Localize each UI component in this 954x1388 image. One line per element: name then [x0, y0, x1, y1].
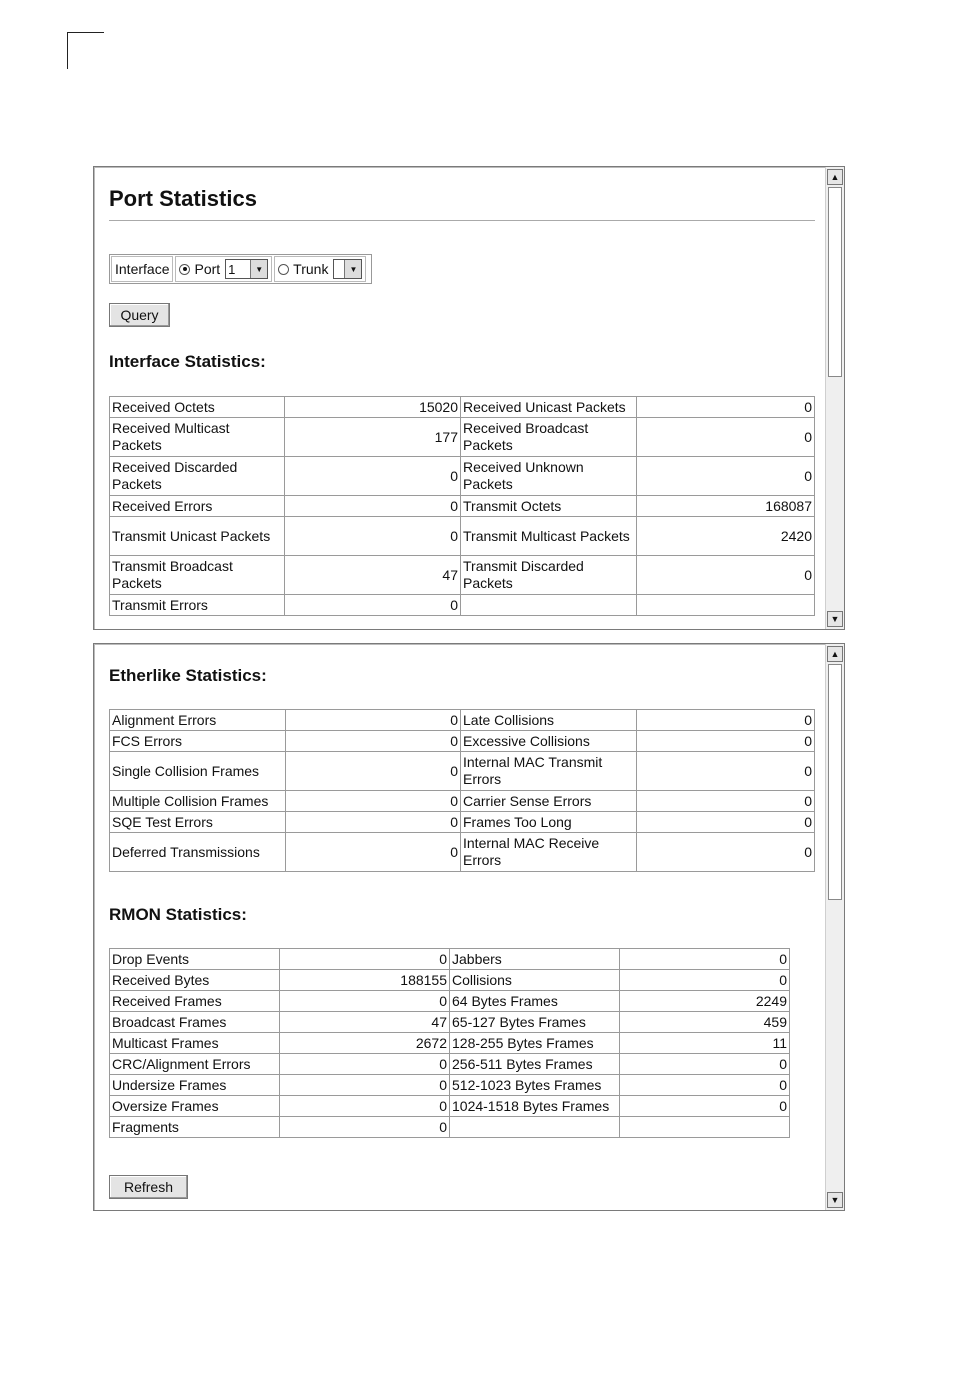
stat-value: 0	[280, 991, 450, 1012]
stat-label: Oversize Frames	[110, 1096, 280, 1117]
stat-value: 0	[286, 791, 461, 812]
stat-value: 0	[637, 457, 815, 496]
stat-value: 0	[637, 397, 815, 418]
port-select[interactable]	[225, 259, 268, 279]
stat-label: Transmit Multicast Packets	[461, 517, 637, 556]
stat-label: Transmit Octets	[461, 496, 637, 517]
stat-label: Single Collision Frames	[110, 752, 286, 791]
table-row	[110, 556, 815, 595]
stat-value: 0	[286, 731, 461, 752]
stat-value: 15020	[285, 397, 461, 418]
chevron-down-icon[interactable]: ▼	[250, 260, 267, 278]
table-row	[110, 595, 815, 616]
stat-label: 1024-1518 Bytes Frames	[450, 1096, 620, 1117]
stat-label	[450, 1117, 620, 1138]
trunk-radio-label: Trunk	[293, 261, 329, 277]
table-row	[110, 1054, 790, 1075]
stat-value: 0	[620, 970, 790, 991]
stat-label: Collisions	[450, 970, 620, 991]
stat-label: 64 Bytes Frames	[450, 991, 620, 1012]
stat-label: Received Unknown Packets	[461, 457, 637, 496]
stat-label: Received Broadcast Packets	[461, 418, 637, 457]
stat-value: 0	[637, 418, 815, 457]
table-row	[110, 812, 815, 833]
port-statistics-window-top	[93, 166, 845, 630]
stat-label: Received Multicast Packets	[110, 418, 285, 457]
stat-label: Late Collisions	[461, 710, 637, 731]
stat-label: Transmit Discarded Packets	[461, 556, 637, 595]
table-row	[110, 710, 815, 731]
trunk-radio[interactable]	[278, 264, 289, 275]
page-corner-mark	[67, 32, 104, 69]
stat-value: 0	[637, 731, 815, 752]
stat-value: 0	[637, 710, 815, 731]
table-row	[110, 517, 815, 556]
stat-label: Jabbers	[450, 949, 620, 970]
vertical-scrollbar[interactable]	[825, 167, 844, 629]
table-row	[110, 1012, 790, 1033]
vertical-scrollbar[interactable]	[825, 644, 844, 1210]
trunk-select[interactable]	[333, 259, 362, 279]
title-divider	[109, 220, 815, 221]
interface-selector	[109, 254, 372, 284]
scroll-up-icon[interactable]: ▲	[827, 169, 843, 185]
stat-label: Deferred Transmissions	[110, 833, 286, 872]
stat-label: Broadcast Frames	[110, 1012, 280, 1033]
stat-value: 0	[637, 812, 815, 833]
stat-value: 459	[620, 1012, 790, 1033]
table-row	[110, 418, 815, 457]
stat-label: 128-255 Bytes Frames	[450, 1033, 620, 1054]
stat-value: 0	[620, 949, 790, 970]
stat-label: Received Unicast Packets	[461, 397, 637, 418]
stat-label: Alignment Errors	[110, 710, 286, 731]
stat-value: 0	[285, 595, 461, 616]
stat-label: Fragments	[110, 1117, 280, 1138]
stat-value: 177	[285, 418, 461, 457]
etherlike-statistics-table	[109, 709, 815, 872]
stat-value: 0	[286, 812, 461, 833]
stat-value: 188155	[280, 970, 450, 991]
query-button[interactable]: Query	[109, 303, 170, 327]
interface-statistics-heading: Interface Statistics:	[109, 352, 266, 371]
stat-value: 2249	[620, 991, 790, 1012]
scroll-down-icon[interactable]: ▼	[827, 611, 843, 627]
table-row	[110, 1033, 790, 1054]
port-option[interactable]	[175, 256, 272, 282]
table-row	[110, 1096, 790, 1117]
table-row	[110, 1117, 790, 1138]
scroll-down-icon[interactable]: ▼	[827, 1192, 843, 1208]
table-row	[110, 949, 790, 970]
table-row	[110, 833, 815, 872]
port-radio-label: Port	[194, 261, 221, 277]
stat-label: Carrier Sense Errors	[461, 791, 637, 812]
rmon-statistics-table	[109, 948, 790, 1138]
stat-value: 47	[280, 1012, 450, 1033]
stat-value: 168087	[637, 496, 815, 517]
stat-value: 0	[285, 496, 461, 517]
stat-label: Received Errors	[110, 496, 285, 517]
stat-label: Excessive Collisions	[461, 731, 637, 752]
stat-label: Transmit Errors	[110, 595, 285, 616]
scrollbar-thumb[interactable]	[828, 187, 842, 377]
table-row	[110, 991, 790, 1012]
scroll-up-icon[interactable]: ▲	[827, 646, 843, 662]
stat-value: 0	[280, 949, 450, 970]
stat-label: Received Discarded Packets	[110, 457, 285, 496]
table-row	[110, 791, 815, 812]
port-radio[interactable]	[179, 264, 190, 275]
table-row	[110, 1075, 790, 1096]
stat-value	[637, 595, 815, 616]
stat-value: 47	[285, 556, 461, 595]
table-row	[110, 457, 815, 496]
stat-label: 512-1023 Bytes Frames	[450, 1075, 620, 1096]
interface-label: Interface	[111, 256, 173, 282]
stat-value: 0	[286, 833, 461, 872]
table-row	[110, 752, 815, 791]
stat-label	[461, 595, 637, 616]
stat-value: 0	[620, 1075, 790, 1096]
stat-value: 0	[280, 1054, 450, 1075]
stat-label: Received Octets	[110, 397, 285, 418]
port-select-value: 1	[228, 261, 236, 277]
stat-value: 0	[286, 710, 461, 731]
stat-value: 0	[637, 752, 815, 791]
refresh-button[interactable]: Refresh	[109, 1175, 188, 1199]
stat-label: Received Bytes	[110, 970, 280, 991]
page-title: Port Statistics	[109, 186, 257, 211]
stat-value: 2672	[280, 1033, 450, 1054]
stat-value: 11	[620, 1033, 790, 1054]
stat-value: 0	[280, 1075, 450, 1096]
stat-value: 0	[286, 752, 461, 791]
stat-value: 0	[620, 1054, 790, 1075]
stat-label: Drop Events	[110, 949, 280, 970]
stat-label: Received Frames	[110, 991, 280, 1012]
stat-label: FCS Errors	[110, 731, 286, 752]
stat-value: 0	[285, 517, 461, 556]
trunk-option[interactable]	[274, 256, 366, 282]
rmon-statistics-heading: RMON Statistics:	[109, 905, 247, 924]
port-statistics-window-bottom	[93, 643, 845, 1211]
stat-label: Multiple Collision Frames	[110, 791, 286, 812]
stat-value: 0	[637, 791, 815, 812]
stat-value: 0	[620, 1096, 790, 1117]
etherlike-statistics-heading: Etherlike Statistics:	[109, 666, 267, 685]
stat-label: 65-127 Bytes Frames	[450, 1012, 620, 1033]
stat-label: Transmit Broadcast Packets	[110, 556, 285, 595]
stat-label: Undersize Frames	[110, 1075, 280, 1096]
stat-label: Transmit Unicast Packets	[110, 517, 285, 556]
chevron-down-icon[interactable]: ▼	[344, 260, 361, 278]
stat-label: Multicast Frames	[110, 1033, 280, 1054]
stat-value	[620, 1117, 790, 1138]
stat-label: SQE Test Errors	[110, 812, 286, 833]
scrollbar-thumb[interactable]	[828, 664, 842, 900]
stat-label: Frames Too Long	[461, 812, 637, 833]
interface-statistics-table	[109, 396, 815, 616]
stat-value: 0	[280, 1096, 450, 1117]
stat-value: 0	[285, 457, 461, 496]
stat-value: 0	[280, 1117, 450, 1138]
table-row	[110, 731, 815, 752]
table-row	[110, 970, 790, 991]
table-row	[110, 496, 815, 517]
stat-label: CRC/Alignment Errors	[110, 1054, 280, 1075]
stat-label: Internal MAC Transmit Errors	[461, 752, 637, 791]
table-row	[110, 397, 815, 418]
stat-value: 0	[637, 556, 815, 595]
stat-value: 0	[637, 833, 815, 872]
stat-label: 256-511 Bytes Frames	[450, 1054, 620, 1075]
stat-value: 2420	[637, 517, 815, 556]
stat-label: Internal MAC Receive Errors	[461, 833, 637, 872]
